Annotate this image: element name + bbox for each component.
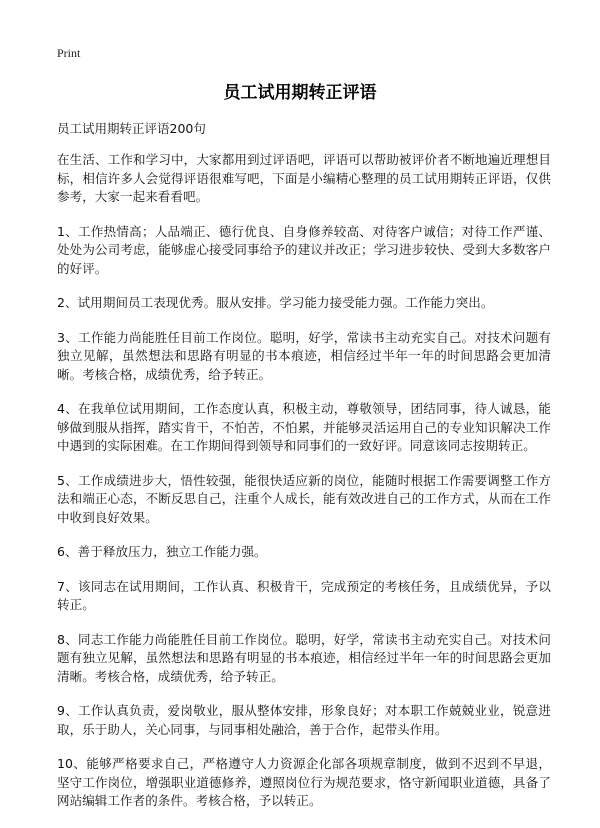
document-body <box>57 121 551 827</box>
comment-item-10: 10、能够严格要求自己，严格遵守人力资源企化部各项规章制度，做到不迟到不早退，坚守工作岗位，增强职业道德修养，遵照岗位行为规范要求，恪守新闻职业道德，具备了网站编辑工作者的条件。考核合格，予以转正。 <box>57 756 551 808</box>
comment-item-9: 9、工作认真负责，爱岗敬业，服从整体安排，形象良好；对本职工作兢兢业业，锐意进取，乐于助人，关心同事，与同事相处融洽，善于合作，起带头作用。 <box>57 703 551 737</box>
print-link[interactable]: Print <box>57 46 81 60</box>
comment-item-7: 7、该同志在试用期间，工作认真、积极肯干，完成预定的考核任务，且成绩优异，予以转正。 <box>57 578 551 612</box>
comment-item-5: 5、工作成绩进步大，悟性较强，能很快适应新的岗位，能随时根据工作需要调整工作方法和端正心态，不断反思自己，注重个人成长，能有效改进自己的工作方式，从而在工作中收到良好效果。 <box>57 472 551 525</box>
document-title: 员工试用期转正评语 <box>223 83 377 103</box>
comment-item-4: 4、在我单位试用期间，工作态度认真，积极主动，尊敬领导，团结同事，待人诚恳，能够做到服从指挥，踏实肯干，不怕苦，不怕累，并能够灵活运用自己的专业知识解决工作中遇到的实际困难。在工作期间得到领导和同事们的一致好评。同意该同志按期转正。 <box>57 401 551 453</box>
comment-item-3: 3、工作能力尚能胜任目前工作岗位。聪明，好学，常读书主动充实自己。对技术问题有独立见解，虽然想法和思路有明显的书本痕迹，相信经过半年一年的时间思路会更加清晰。考核合格，成绩优秀，给予转正。 <box>57 329 551 382</box>
comment-item-8: 8、同志工作能力尚能胜任目前工作岗位。聪明，好学，常读书主动充实自己。对技术问题有独立见解，虽然想法和思路有明显的书本痕迹，相信经过半年一年的时间思路会更加清晰。考核合格，成绩优秀，给予转正。 <box>57 631 551 684</box>
intro-paragraph: 在生活、工作和学习中，大家都用到过评语吧，评语可以帮助被评价者不断地遍近理想目标，相信许多人会觉得评语很难写吧，下面是小编精心整理的员工试用期转正评语，仅供参考，大家一起来看看吧。 <box>57 152 551 204</box>
comment-item-6: 6、善于释放压力，独立工作能力强。 <box>57 544 267 559</box>
comment-item-1: 1、工作热情高；人品端正、德行优良、自身修养较高、对待客户诚信；对待工作严谨、处处为公司考虑，能够虚心接受同事给予的建议并改正；学习进步较快、受到大多数客户的好评。 <box>57 223 551 276</box>
comment-item-2: 2、试用期间员工表现优秀。服从安排。学习能力接受能力强。工作能力突出。 <box>57 295 494 310</box>
document-subtitle: 员工试用期转正评语200句 <box>57 121 206 136</box>
